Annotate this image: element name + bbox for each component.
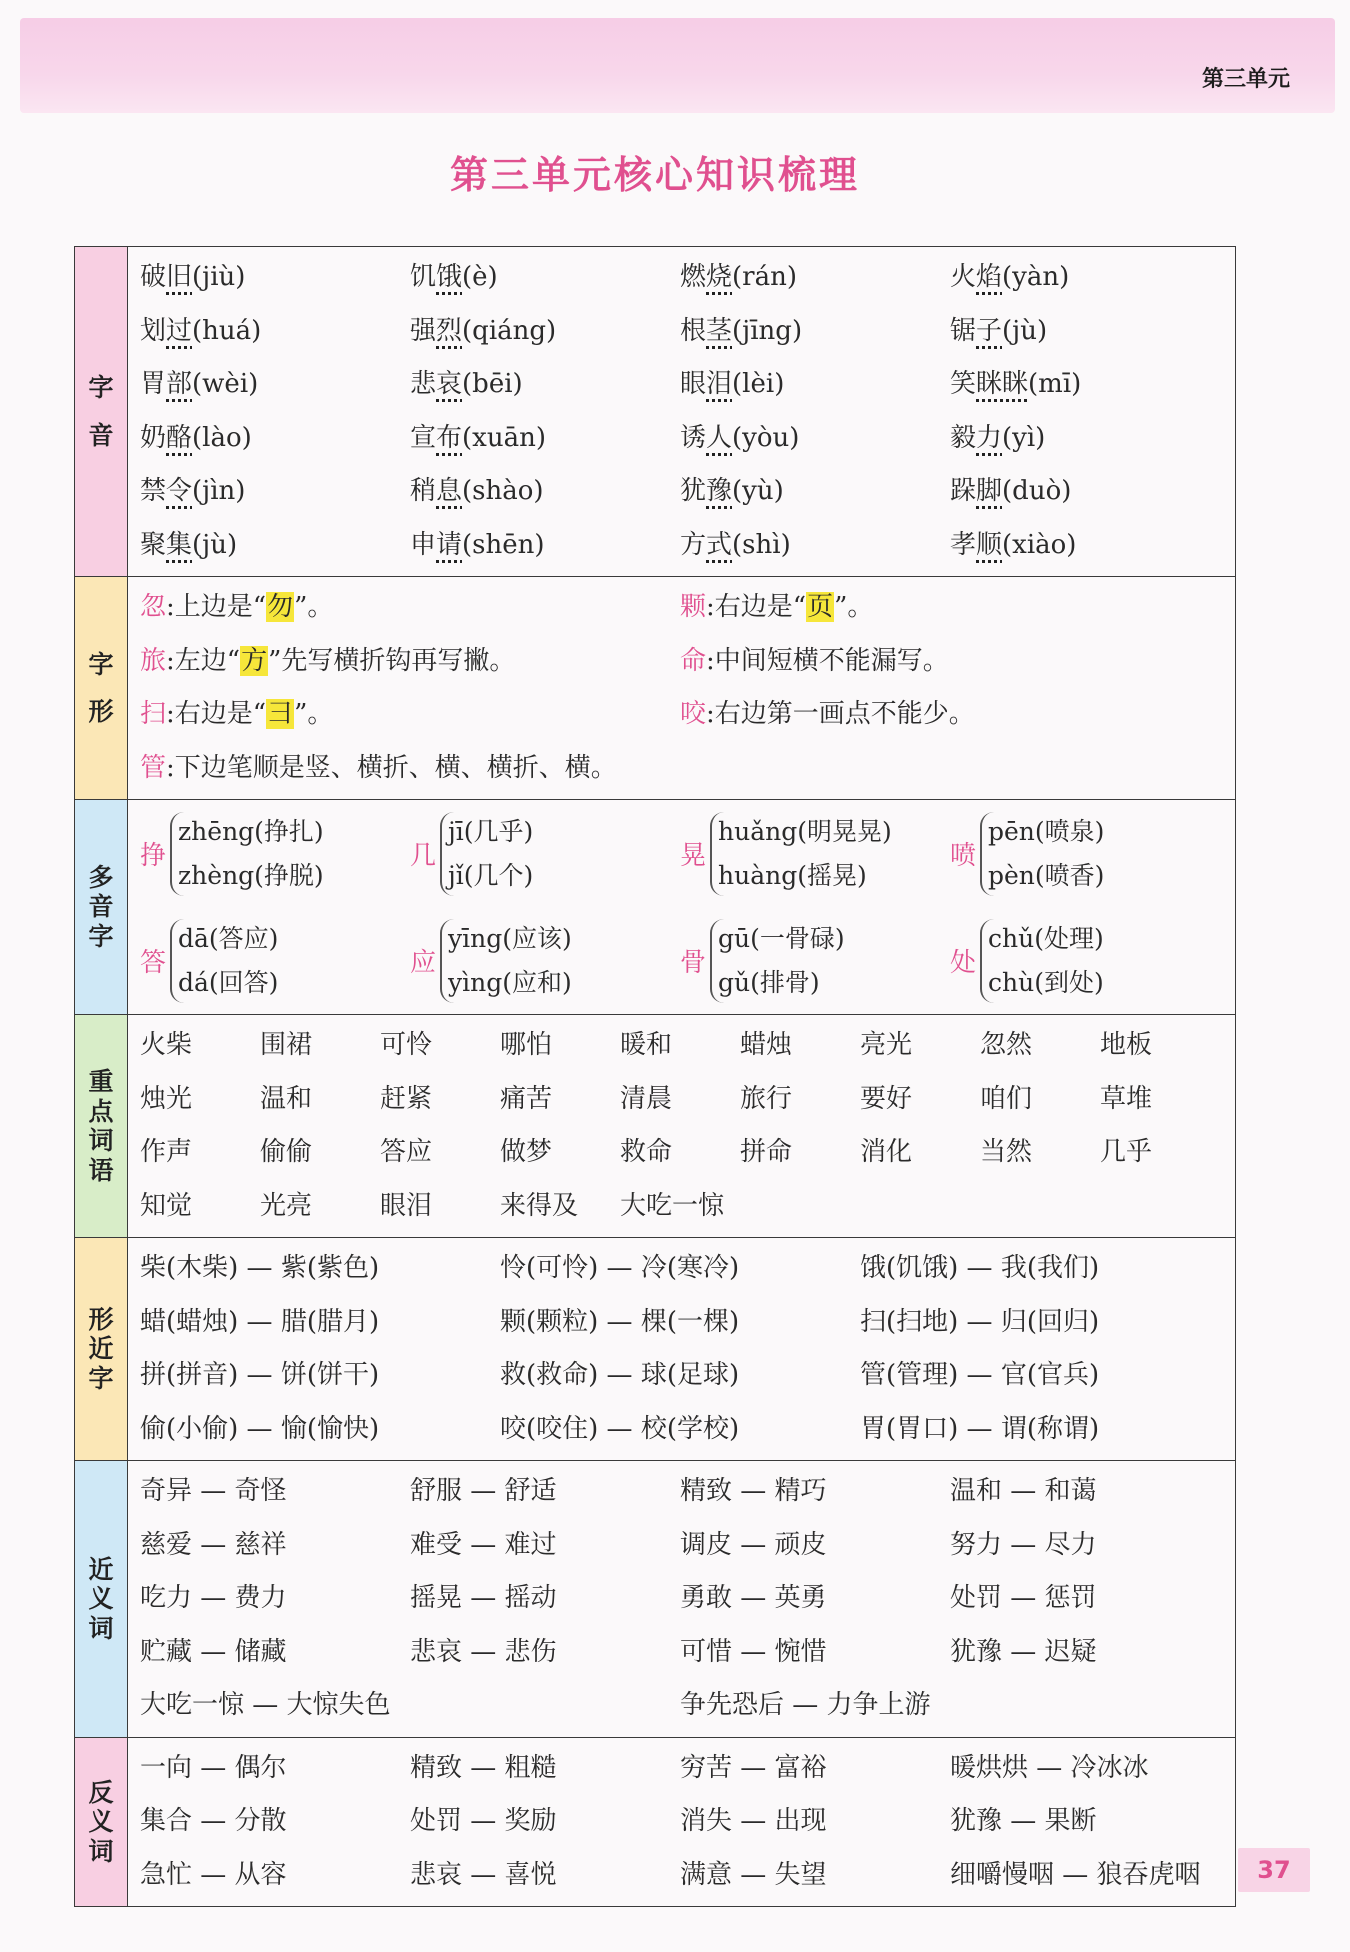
entry-pinyin: (yàn)	[1002, 262, 1070, 292]
section-label: 形 近 字	[88, 1304, 114, 1393]
entry-pinyin: (shēn)	[462, 529, 545, 560]
keyword: 拼命	[740, 1137, 793, 1167]
keyword: 忽然	[980, 1030, 1033, 1060]
glyph-note	[680, 688, 1200, 742]
keyword: 要好	[860, 1083, 913, 1114]
antonym-pair: 暖烘烘 — 冷冰冰	[950, 1752, 1149, 1783]
entry-char: 孝	[950, 529, 977, 560]
entry-char: 稍	[410, 476, 437, 506]
reading-2: huàng(摇晃)	[718, 860, 867, 890]
glyph-text: ”先写横折钩再写撇。	[268, 645, 516, 676]
entry-char: 饥	[410, 262, 437, 292]
section-glyph	[75, 577, 1236, 800]
entry-dotted-char: 布	[436, 422, 463, 453]
keyword: 知觉	[140, 1190, 193, 1221]
keyword: 做梦	[500, 1137, 553, 1167]
polyphonic-char: 挣	[140, 841, 167, 871]
entry-pinyin: (jiù)	[192, 262, 246, 292]
polyphonic-entry	[410, 800, 680, 907]
reading-2: dá(回答)	[178, 967, 279, 997]
synonym-pair: 处罚 — 惩罚	[950, 1583, 1097, 1613]
pinyin-entry	[140, 465, 410, 519]
reading-brace	[170, 919, 278, 1003]
entry-pinyin: (shì)	[732, 529, 791, 560]
entry-dotted-char: 过	[166, 315, 193, 346]
antonym-pair: 穷苦 — 富裕	[680, 1752, 827, 1783]
keyword: 火柴	[140, 1030, 193, 1060]
pinyin-entry	[410, 251, 680, 305]
glyph-text: ”。	[294, 592, 334, 622]
entry-pinyin: (jù)	[192, 529, 238, 560]
keyword: 可怜	[380, 1030, 433, 1060]
similar-pair: 救(救命) — 球(足球)	[500, 1360, 740, 1390]
glyph-text: ”。	[294, 699, 334, 729]
section-keywords	[75, 1015, 1236, 1238]
synonym-pair: 努力 — 尽力	[950, 1529, 1097, 1560]
synonym-pair: 悲哀 — 悲伤	[410, 1636, 557, 1667]
pinyin-entry	[410, 412, 680, 466]
section-label: 近 义 词	[88, 1554, 114, 1643]
similar-pair: 柴(木柴) — 紫(紫色)	[140, 1253, 380, 1283]
synonym-pair: 大吃一惊 — 大惊失色	[140, 1690, 391, 1720]
reading-brace	[710, 919, 845, 1003]
similar-pair: 管(管理) — 官(官兵)	[860, 1360, 1100, 1390]
antonym-pair: 细嚼慢咽 — 狼吞虎咽	[950, 1859, 1201, 1890]
entry-pinyin: (huá)	[192, 315, 262, 346]
reading-2: jǐ(几个)	[448, 860, 534, 890]
synonym-pair: 可惜 — 惋惜	[680, 1636, 827, 1667]
entry-char: 禁	[140, 476, 167, 506]
antonym-pair: 一向 — 偶尔	[140, 1752, 287, 1783]
reading-1: pēn(喷泉)	[988, 816, 1105, 846]
entry-char: 火	[950, 262, 977, 292]
pinyin-entry	[680, 358, 950, 412]
unit-label: 第三单元	[1201, 67, 1290, 92]
polyphonic-entry	[140, 907, 410, 1014]
glyph-text: :右边是“	[706, 592, 807, 622]
keyword: 几乎	[1100, 1137, 1153, 1167]
pinyin-entry	[950, 358, 1200, 412]
reading-1: dā(答应)	[178, 923, 279, 953]
antonym-pair: 精致 — 粗糙	[410, 1752, 557, 1783]
glyph-highlight: 勿	[267, 592, 294, 622]
entry-char: 锯	[950, 315, 977, 346]
header-band	[20, 18, 1335, 113]
similar-pair: 胃(胃口) — 谓(称谓)	[860, 1413, 1100, 1444]
entry-pinyin: (mī)	[1028, 369, 1082, 399]
pinyin-entry	[950, 305, 1200, 359]
pinyin-entry	[950, 412, 1200, 466]
entry-char: 胃	[140, 369, 167, 399]
entry-dotted-char: 请	[436, 529, 463, 560]
reading-2: gǔ(排骨)	[718, 967, 820, 997]
pinyin-entry	[410, 519, 680, 573]
synonym-pair: 舒服 — 舒适	[410, 1476, 557, 1506]
antonym-pair: 处罚 — 奖励	[410, 1806, 557, 1836]
antonym-pair: 满意 — 失望	[680, 1859, 827, 1890]
polyphonic-entry	[410, 907, 680, 1014]
entry-dotted-char: 豫	[706, 476, 733, 506]
synonym-pair: 温和 — 和蔼	[950, 1476, 1097, 1506]
pinyin-entry	[410, 305, 680, 359]
glyph-char: 旅	[140, 645, 167, 676]
section-label: 多 音 字	[88, 862, 114, 951]
antonym-pair: 悲哀 — 喜悦	[410, 1859, 557, 1890]
entry-dotted-char: 烧	[706, 262, 733, 292]
keyword: 痛苦	[500, 1083, 553, 1114]
keyword: 赶紧	[380, 1083, 433, 1114]
entry-char: 申	[410, 529, 437, 560]
entry-dotted-char: 旧	[166, 262, 193, 292]
glyph-note	[140, 742, 680, 796]
similar-pair: 拼(拼音) — 饼(饼干)	[140, 1360, 380, 1390]
polyphonic-char: 骨	[680, 948, 707, 978]
entry-dotted-char: 脚	[976, 476, 1003, 506]
pinyin-entry	[140, 519, 410, 573]
entry-char: 划	[140, 315, 167, 346]
similar-pair: 颗(颗粒) — 棵(一棵)	[500, 1306, 740, 1337]
glyph-text: :右边第一画点不能少。	[706, 699, 975, 729]
synonym-pair: 摇晃 — 摇动	[410, 1583, 557, 1613]
entry-dotted-char: 眯眯	[976, 369, 1029, 399]
keyword: 眼泪	[380, 1190, 433, 1221]
section-label: 重 点 词 语	[88, 1067, 114, 1185]
entry-char: 奶	[140, 422, 167, 453]
entry-pinyin: (qiáng)	[462, 315, 557, 346]
entry-pinyin: (jìn)	[192, 476, 246, 506]
page-number: 37	[1238, 1848, 1310, 1892]
entry-pinyin: (bēi)	[462, 369, 523, 399]
entry-dotted-char: 人	[706, 422, 733, 453]
glyph-note	[140, 688, 680, 742]
pinyin-entry	[140, 305, 410, 359]
keyword: 答应	[380, 1137, 433, 1167]
keyword: 旅行	[740, 1083, 793, 1114]
reading-1: chǔ(处理)	[988, 923, 1104, 953]
entry-dotted-char: 饿	[436, 262, 463, 292]
synonym-pair: 犹豫 — 迟疑	[950, 1636, 1097, 1667]
glyph-note	[140, 635, 680, 689]
entry-dotted-char: 部	[166, 369, 193, 399]
similar-pair: 怜(可怜) — 冷(寒冷)	[500, 1253, 740, 1283]
glyph-char: 忽	[140, 592, 167, 622]
keyword: 地板	[1100, 1030, 1153, 1060]
entry-pinyin: (yì)	[1002, 422, 1046, 453]
synonym-pair: 贮藏 — 储藏	[140, 1636, 287, 1667]
pinyin-entry	[140, 358, 410, 412]
pinyin-entry	[680, 412, 950, 466]
synonym-pair: 调皮 — 顽皮	[680, 1529, 827, 1560]
keyword: 偷偷	[260, 1137, 313, 1167]
entry-char: 宣	[410, 422, 437, 453]
pinyin-entry	[950, 251, 1200, 305]
entry-char: 犹	[680, 476, 707, 506]
antonym-pair: 急忙 — 从容	[140, 1859, 287, 1890]
synonym-pair: 难受 — 难过	[410, 1529, 557, 1560]
entry-dotted-char: 力	[976, 422, 1003, 453]
polyphonic-char: 答	[140, 948, 167, 978]
keyword: 来得及	[500, 1190, 579, 1221]
keyword: 清晨	[620, 1083, 673, 1114]
keyword: 光亮	[260, 1190, 313, 1221]
glyph-text: :右边是“	[166, 699, 267, 729]
keyword: 当然	[980, 1137, 1033, 1167]
section-antonyms	[75, 1737, 1236, 1907]
glyph-note	[140, 581, 680, 635]
entry-dotted-char: 顺	[976, 529, 1003, 560]
entry-pinyin: (lèi)	[732, 369, 785, 399]
entry-pinyin: (shào)	[462, 476, 544, 506]
pinyin-entry	[410, 465, 680, 519]
entry-dotted-char: 令	[166, 476, 193, 506]
glyph-highlight: 页	[807, 592, 834, 622]
entry-char: 诱	[680, 422, 707, 453]
reading-1: jī(几乎)	[448, 816, 534, 846]
polyphonic-entry	[680, 800, 950, 907]
polyphonic-char: 处	[950, 948, 977, 978]
section-label: 字 音	[88, 373, 114, 450]
section-pronunciation	[75, 247, 1236, 577]
entry-char: 毅	[950, 422, 977, 453]
synonym-pair: 吃力 — 费力	[140, 1583, 287, 1613]
entry-char: 悲	[410, 369, 437, 399]
entry-pinyin: (rán)	[732, 262, 797, 292]
entry-pinyin: (jù)	[1002, 315, 1048, 346]
entry-pinyin: (lào)	[192, 422, 252, 453]
entry-dotted-char: 茎	[706, 315, 733, 346]
keyword: 围裙	[260, 1030, 313, 1060]
pinyin-entry	[140, 251, 410, 305]
entry-dotted-char: 烈	[436, 315, 463, 346]
entry-char: 眼	[680, 369, 707, 399]
section-label: 反 义 词	[88, 1777, 114, 1866]
entry-pinyin: (xiào)	[1002, 529, 1077, 560]
keyword: 亮光	[860, 1030, 913, 1060]
entry-char: 方	[680, 529, 707, 560]
entry-dotted-char: 焰	[976, 262, 1003, 292]
entry-dotted-char: 式	[706, 529, 733, 560]
similar-pair: 饿(饥饿) — 我(我们)	[860, 1253, 1100, 1283]
entry-pinyin: (è)	[462, 262, 498, 292]
similar-pair: 咬(咬住) — 校(学校)	[500, 1413, 740, 1444]
entry-pinyin: (wèi)	[192, 369, 259, 399]
knowledge-table	[74, 246, 1236, 1907]
keyword: 草堆	[1100, 1083, 1153, 1114]
reading-1: gū(一骨碌)	[718, 923, 845, 953]
keyword: 蜡烛	[740, 1030, 793, 1060]
reading-1: huǎng(明晃晃)	[718, 816, 892, 846]
similar-pair: 扫(扫地) — 归(回归)	[860, 1306, 1100, 1337]
glyph-char: 管	[140, 752, 167, 783]
polyphonic-char: 应	[410, 948, 437, 978]
entry-dotted-char: 集	[166, 529, 193, 560]
section-polyphonic	[75, 800, 1236, 1015]
entry-char: 根	[680, 315, 707, 346]
entry-pinyin: (yù)	[732, 476, 784, 506]
polyphonic-entry	[950, 907, 1200, 1014]
pinyin-entry	[140, 412, 410, 466]
entry-char: 破	[140, 262, 167, 292]
reading-2: yìng(应和)	[448, 967, 572, 997]
glyph-text: :上边是“	[166, 592, 267, 622]
section-synonyms	[75, 1461, 1236, 1738]
polyphonic-entry	[680, 907, 950, 1014]
polyphonic-char: 喷	[950, 841, 977, 871]
glyph-char: 咬	[680, 699, 707, 729]
glyph-char: 命	[680, 645, 707, 676]
pinyin-entry	[680, 465, 950, 519]
entry-dotted-char: 酪	[166, 422, 193, 453]
entry-dotted-char: 泪	[706, 369, 733, 399]
similar-pair: 偷(小偷) — 愉(愉快)	[140, 1413, 380, 1444]
glyph-text: :左边“	[166, 645, 241, 676]
entry-char: 笑	[950, 369, 977, 399]
synonym-pair: 勇敢 — 英勇	[680, 1583, 827, 1613]
reading-brace	[440, 812, 533, 896]
section-label: 字 形	[88, 649, 114, 726]
reading-2: pèn(喷香)	[988, 860, 1105, 890]
keyword: 救命	[620, 1137, 673, 1167]
keyword: 大吃一惊	[620, 1190, 725, 1221]
entry-char: 燃	[680, 262, 707, 292]
keyword: 咱们	[980, 1083, 1033, 1114]
reading-brace	[980, 812, 1104, 896]
antonym-pair: 消失 — 出现	[680, 1806, 827, 1836]
reading-2: chù(到处)	[988, 967, 1104, 997]
reading-brace	[440, 919, 572, 1003]
keyword: 作声	[140, 1137, 193, 1167]
glyph-char: 颗	[680, 592, 707, 622]
reading-2: zhèng(挣脱)	[178, 860, 324, 890]
glyph-highlight: 方	[241, 645, 268, 676]
keyword: 暖和	[620, 1030, 673, 1060]
entry-pinyin: (jīng)	[732, 315, 803, 346]
pinyin-entry	[680, 519, 950, 573]
glyph-text: :中间短横不能漏写。	[706, 645, 949, 676]
polyphonic-entry	[950, 800, 1200, 907]
similar-pair: 蜡(蜡烛) — 腊(腊月)	[140, 1306, 380, 1337]
entry-dotted-char: 子	[976, 315, 1003, 346]
reading-brace	[710, 812, 892, 896]
glyph-note	[680, 635, 1200, 689]
entry-dotted-char: 哀	[436, 369, 463, 399]
pinyin-entry	[410, 358, 680, 412]
synonym-pair: 慈爱 — 慈祥	[140, 1529, 287, 1560]
synonym-pair: 奇异 — 奇怪	[140, 1476, 287, 1506]
entry-char: 跺	[950, 476, 977, 506]
keyword: 哪怕	[500, 1030, 553, 1060]
glyph-text: ”。	[834, 592, 874, 622]
reading-brace	[170, 812, 324, 896]
entry-pinyin: (xuān)	[462, 422, 546, 453]
keyword: 温和	[260, 1083, 313, 1114]
keyword: 烛光	[140, 1083, 193, 1114]
entry-pinyin: (yòu)	[732, 422, 800, 453]
antonym-pair: 集合 — 分散	[140, 1806, 287, 1836]
pinyin-entry	[950, 519, 1200, 573]
reading-1: zhēng(挣扎)	[178, 816, 324, 846]
antonym-pair: 犹豫 — 果断	[950, 1806, 1097, 1836]
reading-1: yīng(应该)	[448, 923, 572, 953]
synonym-pair: 精致 — 精巧	[680, 1476, 827, 1506]
empty-cell	[680, 742, 1200, 796]
polyphonic-entry	[140, 800, 410, 907]
pinyin-entry	[680, 251, 950, 305]
polyphonic-char: 几	[410, 841, 437, 871]
glyph-note	[680, 581, 1200, 635]
synonym-pair: 争先恐后 — 力争上游	[680, 1690, 931, 1720]
reading-brace	[980, 919, 1104, 1003]
page-title: 第三单元核心知识梳理	[449, 153, 860, 197]
section-similar-chars	[75, 1238, 1236, 1461]
pinyin-entry	[680, 305, 950, 359]
entry-dotted-char: 息	[436, 476, 463, 506]
glyph-highlight: 彐	[267, 699, 294, 729]
entry-char: 聚	[140, 529, 167, 560]
glyph-char: 扫	[140, 699, 167, 729]
keyword: 消化	[860, 1137, 913, 1167]
glyph-text: :下边笔顺是竖、横折、横、横折、横。	[166, 752, 617, 783]
pinyin-entry	[950, 465, 1200, 519]
polyphonic-char: 晃	[680, 841, 707, 871]
entry-pinyin: (duò)	[1002, 476, 1072, 506]
entry-char: 强	[410, 315, 437, 346]
